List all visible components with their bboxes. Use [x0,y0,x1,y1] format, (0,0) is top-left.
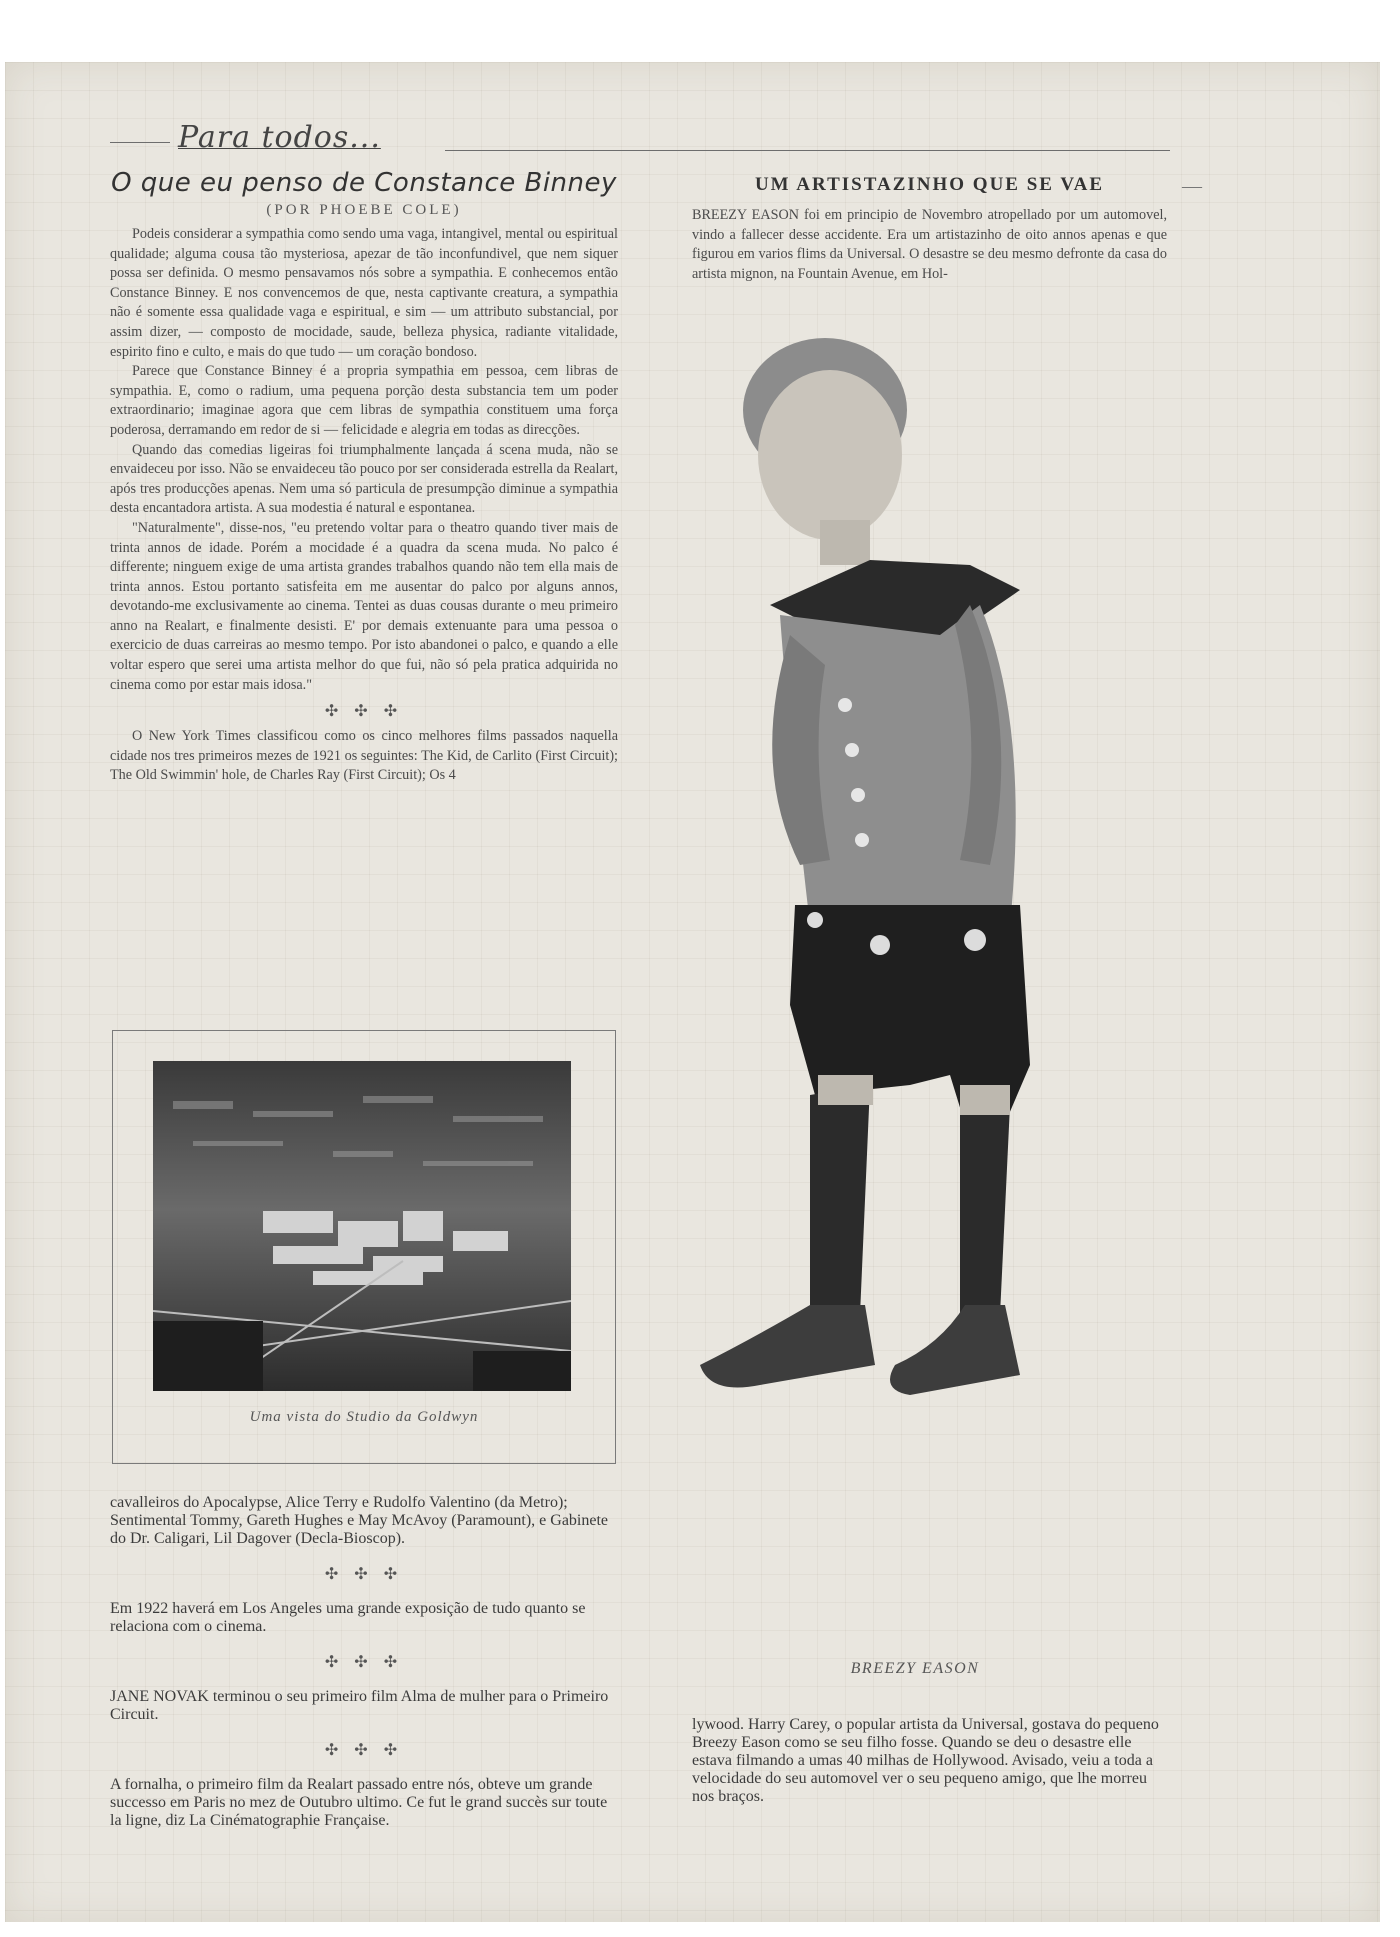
breezy-eason-caption: BREEZY EASON [850,1660,980,1677]
masthead-logo: Para todos... [178,120,381,155]
left-article-continuation [110,1478,618,1846]
section-divider-stars: ✣ ✣ ✣ [324,703,404,721]
breezy-eason-portrait-photo [640,305,1150,1645]
article-paragraph: Podeis considerar a sympathia como sendo uma vaga, intangivel, mental ou espiritual qualidade; alguma cousa tão mysteriosa, apezar de tão inconfundivel, que nem siquer possa ser definida. O mesmo pensavamos nós sobre a sympathia. E conhecemos então Constance Binney. E nos convencemos de que, nesta captivante creatura, a sympathia não é somente essa qualidade vaga e espiritual, e sim — um attributo substancial, por assim dizer, — composto de mocidade, saude, belleza physica, radiante vitalidade, espirito fino e culto, e mais do que tudo — um coração bondoso. [110,226,618,360]
article-paragraph: lywood. Harry Carey, o popular artista da Universal, gostava do pequeno Breezy Eason como se seu filho fosse. Quando se deu o desastre elle estava filmando a umas 40 milhas de Hollywood. Avisado, veiu a toda a velocidade do seu automovel ver o seu pequeno amigo, que lhe morreu nos braços. [692,1716,1159,1805]
article-paragraph: Em 1922 haverá em Los Angeles uma grande exposição de tudo quanto se relaciona com o cinema. [110,1600,586,1635]
article-paragraph: A fornalha, o primeiro film da Realart passado entre nós, obteve um grande successo em Paris no mez de Outubro ultimo. Ce fut le grand succès sur toute la ligne, diz La Cinématographie Française. [110,1776,608,1829]
section-divider-stars: ✣ ✣ ✣ [324,1742,404,1759]
right-article-title: UM ARTISTAZINHO QUE SE VAE [754,174,1105,195]
masthead [110,120,1170,160]
article-paragraph: BREEZY EASON foi em principio de Novembro atropellado por um automovel, vindo a fallecer desse accidente. Era um artistazinho de oito annos apenas e que figurou em varios flims da Universal. O desastre se deu mesmo defronte da casa do artista mignon, na Fountain Avenue, em Hol- [692,207,1167,282]
left-article-byline: (POR PHOEBE COLE) [266,202,462,218]
article-paragraph: Parece que Constance Binney é a propria sympathia em pessoa, cem libras de sympathia. E, como o radium, uma pequena porção desta substancia tem um poder extraordinario; imaginae agora que cem libras de sympathia constituem uma força poderosa, derramando em redor de si — felicidade e alegria em todas as direcções. [110,363,618,438]
article-paragraph: cavalleiros do Apocalypse, Alice Terry e Rudolfo Valentino (da Metro); Sentimental Tommy, Gareth Hughes e May McAvoy (Paramount), e Gabinete do Dr. Caligari, Lil Dagover (Decla-Bioscop). [110,1494,609,1547]
section-divider-stars: ✣ ✣ ✣ [324,1654,404,1671]
article-paragraph: O New York Times classificou como os cinco melhores films passados naquella cidade nos tres primeiros mezes de 1921 os seguintes: The Kid, de Carlito (First Circuit); The Old Swimmin' hole, de Charles Ray (First Circuit); Os 4 [110,728,618,784]
article-paragraph: Quando das comedias ligeiras foi triumphalmente lançada á scena muda, não se envaideceu por isso. Não se envaideceu tão pouco por ser considerada estrella da Realart, após tres producções apenas. Nem uma só particula de presumpção diminue a sympathia desta encantadora artista. A sua modestia é natural e espontanea. [110,441,618,517]
right-article [692,170,1167,284]
left-article-title: O que eu penso de Constance Binney [111,168,617,198]
left-article [110,162,618,786]
section-divider-stars: ✣ ✣ ✣ [324,1566,404,1583]
goldwyn-studio-aerial-photo [153,1061,571,1391]
right-article-continuation [692,1700,1167,1822]
masthead-dash [110,142,170,143]
article-paragraph: "Naturalmente", disse-nos, "eu pretendo voltar para o theatro quando tiver mais de trinta annos de idade. Porém a mocidade é a quadra da scena muda. No palco é differente; ninguem exige de uma artista grandes trabalhos quando não tem ella mais de trinta annos. Estou portanto satisfeita em me ausentar do palco por alguns annos, devotando-me exclusivamente ao cinema. Tentei as duas cousas durante o meu primeiro anno na Realart, e finalmente desisti. E' por demais extenuante para uma pessoa o exercicio de duas carreiras ao mesmo tempo. Por isto abandonei o palco, e quando a elle voltar espero que serei uma artista melhor do que fui, não só pela pratica adquirida no cinema como por estar mais idosa." [110,519,618,693]
studio-photo-caption: Uma vista do Studio da Goldwyn [249,1409,479,1425]
masthead-rule [445,150,1170,151]
studio-photo-frame [112,1030,616,1464]
article-paragraph: JANE NOVAK terminou o seu primeiro film Alma de mulher para o Primeiro Circuit. [110,1688,609,1723]
margin-mark: — [1182,175,1202,197]
